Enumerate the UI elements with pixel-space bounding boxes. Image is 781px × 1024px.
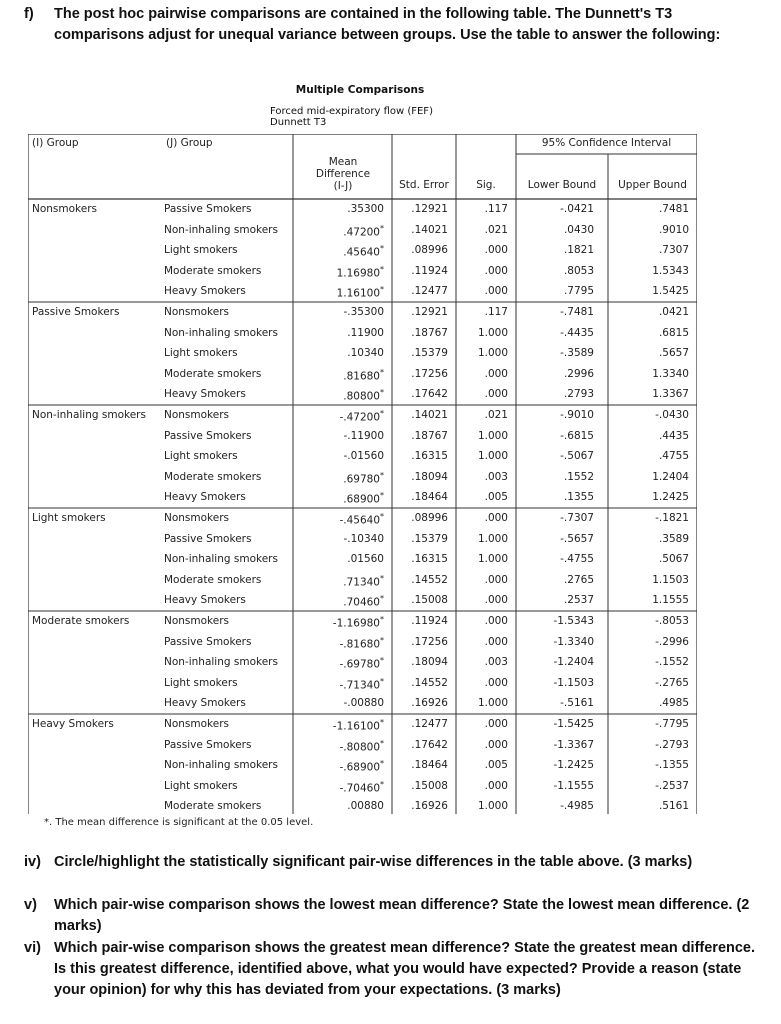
lower-bound: -.5657	[560, 532, 594, 545]
lower-bound: -1.5425	[553, 718, 594, 730]
sig-value: .000	[484, 615, 508, 627]
upper-bound: -.1821	[655, 512, 689, 524]
mean-difference: -.69780*	[339, 656, 384, 671]
lower-bound: .0430	[563, 223, 594, 236]
sig-value: .000	[484, 264, 508, 277]
lower-bound: -1.1555	[553, 779, 594, 792]
lower-bound: -1.3340	[553, 635, 594, 648]
lower-bound: -.5161	[560, 697, 594, 710]
lower-bound: -1.2425	[553, 759, 594, 772]
sig-value: 1.000	[477, 532, 508, 545]
significance-star: *	[380, 491, 384, 501]
mean-difference: 1.16100*	[336, 285, 384, 300]
std-error: .12477	[411, 285, 448, 298]
header-mean-difference: Mean Difference (I-J)	[315, 156, 371, 192]
comparison-group: Heavy Smokers	[164, 491, 246, 504]
significance-star: *	[380, 635, 384, 645]
std-error: .18767	[411, 429, 448, 442]
sig-value: 1.000	[477, 347, 508, 360]
sig-value: .003	[484, 656, 508, 669]
group-label: Light smokers	[32, 512, 106, 524]
mean-difference: -.71340*	[339, 676, 384, 692]
sig-value: .000	[484, 718, 508, 730]
sig-value: 1.000	[477, 697, 508, 710]
sig-value: .000	[484, 738, 508, 751]
comparison-group: Light smokers	[164, 347, 238, 360]
lower-bound: -.7481	[560, 306, 594, 318]
question-text: Which pair-wise comparison shows the greatest mean difference? State the greatest mean difference. Is this greatest difference, identified above, what you would have expected? Provide a reason (state your opinion) for why this has deviated from your expectations. (3 marks)	[54, 940, 756, 998]
mean-difference: -.47200*	[339, 409, 384, 424]
sig-value: .117	[484, 306, 508, 318]
significance-star: *	[380, 512, 384, 521]
mean-difference: -.35300	[343, 306, 384, 318]
comparison-group: Heavy Smokers	[164, 697, 246, 710]
mean-difference: -.70460*	[339, 779, 384, 795]
mean-difference: -1.16100*	[332, 718, 384, 733]
upper-bound: .3589	[658, 532, 689, 545]
upper-bound: .7307	[658, 244, 689, 257]
std-error: .14552	[411, 676, 448, 689]
table-dependent: Forced mid-expiratory flow (FEF)	[270, 106, 433, 117]
comparison-group: Heavy Smokers	[164, 285, 246, 298]
upper-bound: .5657	[658, 347, 689, 360]
lower-bound: -.4435	[560, 326, 594, 339]
upper-bound: -.2537	[655, 779, 689, 792]
mean-difference: .71340*	[343, 573, 384, 589]
mean-difference: -.80800*	[339, 738, 384, 754]
comparison-group: Nonsmokers	[164, 718, 230, 730]
sig-value: .000	[484, 285, 508, 298]
lower-bound: -1.3367	[553, 738, 594, 751]
mean-difference: .00880	[347, 800, 384, 813]
std-error: .12921	[411, 306, 448, 318]
upper-bound: -.2765	[655, 676, 689, 689]
upper-bound: .4435	[658, 429, 689, 442]
question-label: iv)	[24, 854, 41, 870]
comparison-group: Nonsmokers	[164, 615, 230, 627]
lower-bound: -.9010	[560, 409, 594, 421]
sig-value: .000	[484, 573, 508, 586]
upper-bound: 1.2425	[652, 491, 689, 504]
sig-value: .000	[484, 367, 508, 380]
std-error: .15008	[411, 779, 448, 792]
question-f	[24, 4, 764, 46]
std-error: .08996	[411, 512, 448, 524]
question-text: Circle/highlight the statistically significant pair-wise differences in the table above. (3 marks)	[54, 854, 693, 870]
lower-bound: -.6815	[560, 429, 594, 442]
question-label: v)	[24, 897, 37, 913]
comparison-group: Non-inhaling smokers	[164, 553, 278, 566]
group-label: Non-inhaling smokers	[32, 409, 146, 421]
std-error: .12477	[411, 718, 448, 730]
comparison-group: Moderate smokers	[164, 470, 262, 483]
std-error: .16315	[411, 450, 448, 463]
header-sig: Sig.	[476, 179, 496, 191]
lower-bound: .2537	[563, 594, 594, 607]
upper-bound: 1.5343	[652, 264, 689, 277]
std-error: .14552	[411, 573, 448, 586]
sig-value: .005	[484, 491, 508, 504]
lower-bound: -.4755	[560, 553, 594, 566]
group-label: Nonsmokers	[32, 203, 98, 215]
upper-bound: 1.3340	[652, 367, 689, 380]
group-label: Passive Smokers	[32, 306, 120, 318]
significance-star: *	[380, 759, 384, 769]
table-footnote: *. The mean difference is significant at the 0.05 level.	[44, 817, 314, 828]
significance-star: *	[380, 718, 384, 727]
significance-star: *	[380, 470, 384, 480]
sig-value: .000	[484, 594, 508, 607]
mean-difference: .80800*	[343, 388, 384, 403]
std-error: .16926	[411, 697, 448, 710]
upper-bound: 1.2404	[652, 470, 689, 483]
comparison-group: Passive Smokers	[164, 635, 252, 648]
lower-bound: .2765	[563, 573, 594, 586]
upper-bound: -.7795	[655, 718, 689, 730]
upper-bound: .9010	[658, 223, 689, 236]
sig-value: .003	[484, 470, 508, 483]
std-error: .16315	[411, 553, 448, 566]
mean-difference: .68900*	[343, 491, 384, 506]
significance-star: *	[380, 615, 384, 624]
table-subtitle	[270, 106, 470, 128]
mean-difference: .11900	[347, 326, 384, 339]
question-iv	[24, 852, 764, 873]
upper-bound: .0421	[658, 306, 689, 318]
mean-difference: .47200*	[343, 223, 384, 239]
mean-difference: -.10340	[343, 532, 384, 545]
header-confidence-interval: 95% Confidence Interval	[541, 137, 672, 149]
significance-star: *	[380, 388, 384, 398]
mean-difference: 1.16980*	[336, 264, 384, 280]
significance-star: *	[380, 779, 384, 789]
significance-star: *	[380, 285, 384, 295]
upper-bound: -.2793	[655, 738, 689, 751]
question-text: Which pair-wise comparison shows the lowest mean difference? State the lowest mean difference. (2 marks)	[54, 897, 750, 934]
comparison-group: Moderate smokers	[164, 264, 262, 277]
comparison-group: Heavy Smokers	[164, 594, 246, 607]
mean-difference: .35300	[347, 203, 384, 215]
std-error: .17642	[411, 738, 448, 751]
mean-difference: .10340	[347, 347, 384, 360]
std-error: .17256	[411, 367, 448, 380]
std-error: .18767	[411, 326, 448, 339]
mean-difference: .81680*	[343, 367, 384, 383]
upper-bound: 1.5425	[652, 285, 689, 298]
mean-difference: -.00880	[343, 697, 384, 710]
comparison-group: Nonsmokers	[164, 409, 230, 421]
question-vi	[24, 938, 764, 1001]
comparison-group: Moderate smokers	[164, 573, 262, 586]
std-error: .11924	[411, 615, 448, 627]
sig-value: .021	[484, 409, 508, 421]
comparison-group: Nonsmokers	[164, 306, 230, 318]
lower-bound: .1355	[563, 491, 594, 504]
mean-difference: -.45640*	[339, 512, 384, 527]
mean-difference: -.68900*	[339, 759, 384, 774]
comparison-group: Moderate smokers	[164, 800, 262, 813]
table-method: Dunnett T3	[270, 117, 327, 128]
sig-value: 1.000	[477, 450, 508, 463]
significance-star: *	[380, 656, 384, 666]
sig-value: 1.000	[477, 800, 508, 813]
question-label: vi)	[24, 940, 41, 956]
std-error: .14021	[411, 223, 448, 236]
header-i-group: (I) Group	[32, 137, 79, 149]
comparison-group: Non-inhaling smokers	[164, 656, 278, 669]
mean-difference: .70460*	[343, 594, 384, 609]
upper-bound: 1.1503	[652, 573, 689, 586]
upper-bound: 1.3367	[652, 388, 689, 401]
upper-bound: -.8053	[655, 615, 689, 627]
comparison-group: Non-inhaling smokers	[164, 326, 278, 339]
group-label: Heavy Smokers	[32, 718, 114, 730]
lower-bound: .1821	[563, 244, 594, 257]
sig-value: .000	[484, 512, 508, 524]
sig-value: .000	[484, 635, 508, 648]
std-error: .18464	[411, 759, 448, 772]
std-error: .18094	[411, 470, 448, 483]
mean-difference: -.01560	[343, 450, 384, 463]
comparison-group: Light smokers	[164, 676, 238, 689]
std-error: .17256	[411, 635, 448, 648]
comparison-group: Non-inhaling smokers	[164, 759, 278, 772]
sig-value: 1.000	[477, 429, 508, 442]
comparison-group: Nonsmokers	[164, 512, 230, 524]
comparison-group: Heavy Smokers	[164, 388, 246, 401]
lower-bound: -1.2404	[553, 656, 594, 669]
upper-bound: .4755	[658, 450, 689, 463]
significance-star: *	[380, 367, 384, 377]
upper-bound: -.1552	[655, 656, 689, 669]
header-lower-bound: Lower Bound	[527, 179, 597, 191]
mean-difference: -.81680*	[339, 635, 384, 651]
question-f-label: f)	[24, 6, 34, 22]
sig-value: .000	[484, 244, 508, 257]
comparison-group: Passive Smokers	[164, 738, 252, 751]
comparison-group: Light smokers	[164, 779, 238, 792]
upper-bound: .6815	[658, 326, 689, 339]
mean-difference: -.11900	[343, 429, 384, 442]
question-f-text: The post hoc pairwise comparisons are contained in the following table. The Dunnett's T3 comparisons adjust for unequal variance between groups. Use the table to answer the following:	[54, 6, 721, 43]
upper-bound: -.0430	[655, 409, 689, 421]
lower-bound: .2793	[563, 388, 594, 401]
table-title: Multiple Comparisons	[295, 84, 425, 96]
std-error: .15008	[411, 594, 448, 607]
significance-star: *	[380, 409, 384, 418]
significance-star: *	[380, 594, 384, 604]
lower-bound: -.4985	[560, 800, 594, 813]
header-j-group: (J) Group	[166, 137, 213, 149]
upper-bound: 1.1555	[652, 594, 689, 607]
std-error: .11924	[411, 264, 448, 277]
upper-bound: .7481	[658, 203, 689, 215]
mean-difference: .01560	[347, 553, 384, 566]
sig-value: .117	[484, 203, 508, 215]
std-error: .12921	[411, 203, 448, 215]
std-error: .15379	[411, 532, 448, 545]
upper-bound: .5161	[658, 800, 689, 813]
upper-bound: -.2996	[655, 635, 689, 648]
std-error: .18464	[411, 491, 448, 504]
group-label: Moderate smokers	[32, 615, 130, 627]
sig-value: .000	[484, 676, 508, 689]
upper-bound: .5067	[658, 553, 689, 566]
significance-star: *	[380, 264, 384, 274]
lower-bound: -.5067	[560, 450, 594, 463]
header-std-error: Std. Error	[399, 179, 449, 191]
lower-bound: -.3589	[560, 347, 594, 360]
lower-bound: -.7307	[560, 512, 594, 524]
std-error: .15379	[411, 347, 448, 360]
lower-bound: -1.1503	[553, 676, 594, 689]
significance-star: *	[380, 223, 384, 233]
sig-value: .005	[484, 759, 508, 772]
comparison-group: Passive Smokers	[164, 203, 252, 215]
std-error: .14021	[411, 409, 448, 421]
lower-bound: .1552	[563, 470, 594, 483]
mean-difference: .69780*	[343, 470, 384, 486]
sig-value: .021	[484, 223, 508, 236]
std-error: .17642	[411, 388, 448, 401]
mean-difference: -1.16980*	[332, 615, 384, 630]
upper-bound: -.1355	[655, 759, 689, 772]
std-error: .08996	[411, 244, 448, 257]
comparison-group: Light smokers	[164, 244, 238, 257]
comparison-group: Light smokers	[164, 450, 238, 463]
significance-star: *	[380, 738, 384, 748]
sig-value: 1.000	[477, 326, 508, 339]
sig-value: 1.000	[477, 553, 508, 566]
lower-bound: .8053	[563, 264, 594, 277]
lower-bound: .2996	[563, 367, 594, 380]
sig-value: .000	[484, 388, 508, 401]
lower-bound: -1.5343	[553, 615, 594, 627]
comparison-group: Passive Smokers	[164, 532, 252, 545]
comparison-group: Passive Smokers	[164, 429, 252, 442]
comparison-group: Moderate smokers	[164, 367, 262, 380]
std-error: .18094	[411, 656, 448, 669]
upper-bound: .4985	[658, 697, 689, 710]
mean-difference: .45640*	[343, 244, 384, 259]
header-upper-bound: Upper Bound	[618, 179, 687, 191]
lower-bound: -.0421	[560, 203, 594, 215]
sig-value: .000	[484, 779, 508, 792]
significance-star: *	[380, 244, 384, 254]
lower-bound: .7795	[563, 285, 594, 298]
significance-star: *	[380, 573, 384, 583]
question-v	[24, 895, 764, 937]
comparison-group: Non-inhaling smokers	[164, 223, 278, 236]
std-error: .16926	[411, 800, 448, 813]
significance-star: *	[380, 676, 384, 686]
